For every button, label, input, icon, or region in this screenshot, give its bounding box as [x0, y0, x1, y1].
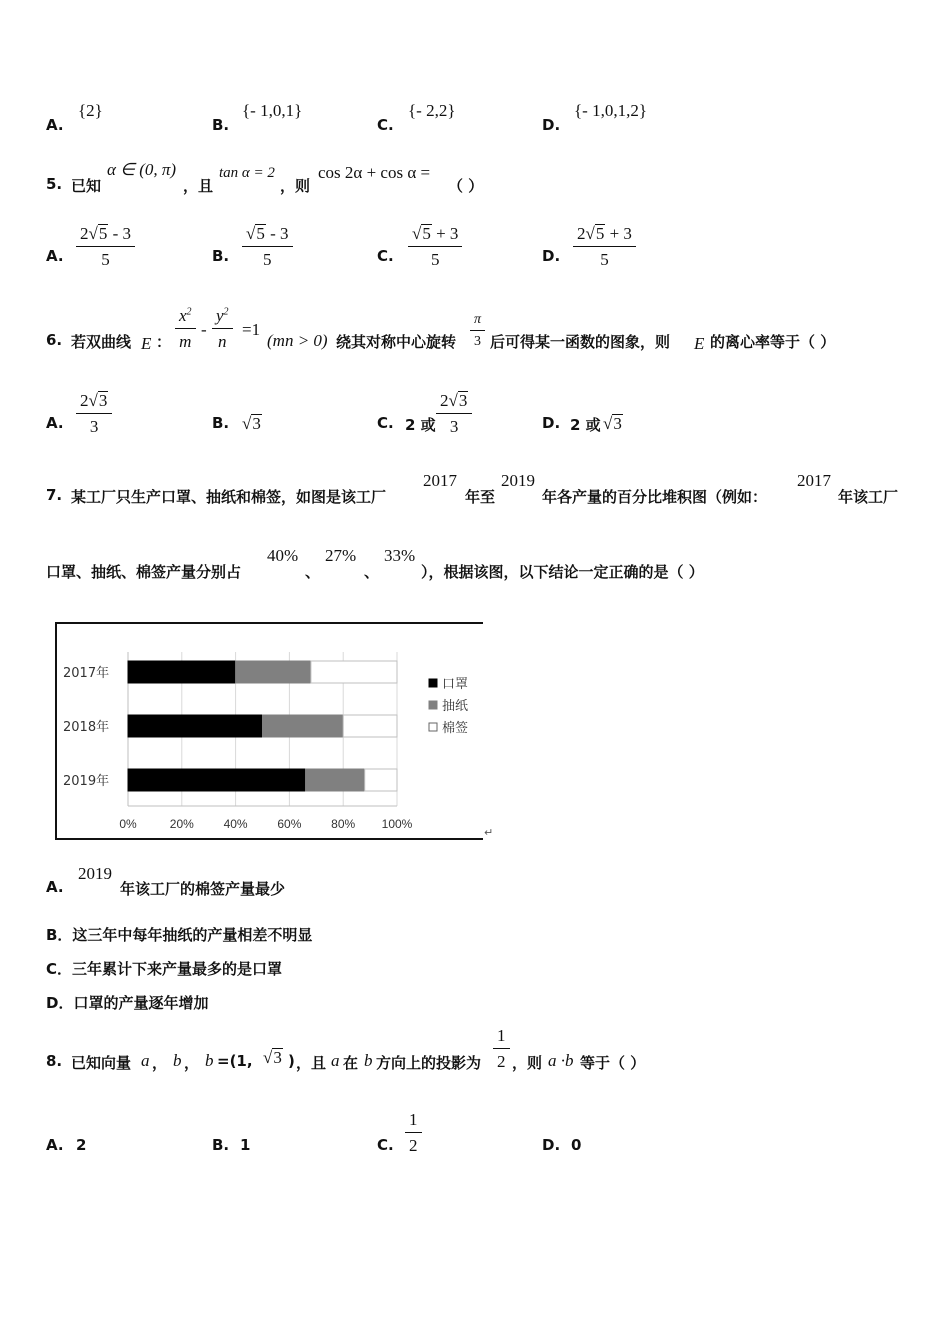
legend-swatch-棉签: [429, 723, 437, 731]
q8-sqrt3: √3: [263, 1048, 282, 1067]
q8-half: $\frac{1}{2}$: [493, 1026, 510, 1072]
q5-text-4: （ ）: [448, 177, 484, 195]
x-tick-label: 40%: [223, 817, 248, 831]
q7-text-2: 年至: [465, 488, 496, 506]
category-label: 2019年: [63, 774, 110, 789]
return-mark: ↵: [484, 826, 494, 839]
legend-label: 抽纸: [442, 699, 469, 714]
q5-tan: tan α = 2: [219, 165, 275, 181]
q7-percent-1: 40%: [267, 546, 299, 565]
q7-text-6: ），根据该图，以下结论一定正确的是（ ）: [421, 563, 704, 581]
q7-number: 7.: [46, 486, 63, 504]
q6-curve-e: E: [141, 334, 152, 353]
q7-option-a-year: 2019: [78, 864, 112, 883]
q7-option-d: D．口罩的产量逐年增加: [46, 994, 209, 1012]
bar-抽纸-2019年: [306, 769, 365, 791]
q7-text-5: 口罩、抽纸、棉签产量分别占: [46, 563, 242, 581]
q8-option-d-value: 0: [571, 1136, 582, 1154]
x-tick-label: 20%: [169, 817, 194, 831]
q8-number: 8.: [46, 1052, 63, 1070]
q6-curve-e-2: E: [694, 334, 705, 353]
q7-option-a-text: 年该工厂的棉签产量最少: [120, 880, 286, 898]
bar-棉签-2019年: [365, 769, 397, 791]
q7-sep-2: 、: [364, 563, 380, 581]
q5-text-1: 已知: [71, 177, 102, 195]
x-tick-label: 100%: [381, 817, 413, 831]
q6-text-1: 若双曲线: [71, 333, 132, 351]
stacked-bar-chart: [55, 622, 483, 840]
q6-option-c-fraction: $\frac{2√3}{3}$: [436, 391, 472, 437]
q4-option-b-label: B.: [212, 116, 230, 134]
q8-text-1: 已知向量: [71, 1054, 132, 1072]
q7-year-2017: 2017: [423, 471, 457, 490]
q8-option-c-label: C.: [377, 1136, 394, 1154]
q8-vector-b: b: [173, 1051, 182, 1070]
q8-text-4: 方向上的投影为: [376, 1054, 482, 1072]
q5-option-d-fraction: $\frac{2√5 + 3}{5}$: [573, 224, 636, 270]
q7-sep-1: 、: [305, 563, 321, 581]
q6-x2-over-m: $\frac{x^2}{m}$: [175, 306, 196, 352]
bar-抽纸-2017年: [236, 661, 311, 683]
q5-expression: cos 2α + cos α =: [318, 163, 431, 182]
category-label: 2018年: [63, 720, 110, 735]
q8-vector-a: a: [141, 1051, 150, 1070]
q7-text-3: 年各产量的百分比堆积图（例如：: [542, 488, 768, 506]
x-tick-label: 0%: [119, 817, 137, 831]
legend-swatch-口罩: [429, 679, 437, 687]
q8-text-6: 等于（ ）: [580, 1054, 646, 1072]
q8-option-d-label: D.: [542, 1136, 561, 1154]
q5-option-d-label: D.: [542, 247, 561, 265]
q7-option-a-label: A.: [46, 878, 64, 896]
q8-comma-1: ，: [152, 1054, 168, 1072]
q8-vector-b-2: b: [205, 1051, 214, 1070]
q6-pi-over-3: $\frac{\pi}{3}$: [470, 312, 485, 350]
q6-text-4: 的离心率等于（ ）: [710, 333, 836, 351]
q8-equals: =(1,: [217, 1052, 253, 1070]
q7-text-1: 某工厂只生产口罩、抽纸和棉签，如图是该工厂: [71, 488, 387, 506]
q6-colon: ：: [156, 333, 172, 351]
q8-text-2: ，且: [296, 1054, 327, 1072]
q7-percent-2: 27%: [325, 546, 357, 565]
q6-option-d-label: D.: [542, 414, 561, 432]
q7-option-b: B．这三年中每年抽纸的产量相差不明显: [46, 926, 313, 944]
q5-option-a-fraction: $\frac{2√5 - 3}{5}$: [76, 224, 135, 270]
x-tick-label: 80%: [331, 817, 356, 831]
q4-option-c-label: C.: [377, 116, 394, 134]
q6-option-c-prefix: 2 或: [405, 416, 436, 434]
q5-number: 5.: [46, 175, 63, 193]
bar-棉签-2018年: [343, 715, 397, 737]
q6-y2-over-n: $\frac{y^2}{n}$: [212, 306, 233, 352]
q4-option-a-label: A.: [46, 116, 64, 134]
q7-text-4: 年该工厂: [838, 488, 899, 506]
q6-option-d-sqrt: √3: [603, 414, 622, 433]
bar-棉签-2017年: [311, 661, 397, 683]
q4-option-d-value: {- 1,0,1,2}: [574, 101, 647, 120]
bar-口罩-2018年: [128, 715, 263, 737]
q5-option-b-fraction: $\frac{√5 - 3}{5}$: [242, 224, 293, 270]
q4-option-d-label: D.: [542, 116, 561, 134]
chart-svg: [57, 624, 483, 838]
q4-option-c-value: {- 2,2}: [408, 101, 456, 120]
q8-option-b-label: B.: [212, 1136, 230, 1154]
q8-option-a-label: A.: [46, 1136, 64, 1154]
q6-condition: (mn > 0): [267, 331, 328, 350]
legend-swatch-抽纸: [429, 701, 437, 709]
q6-text-3: 后可得某一函数的图象，则: [490, 333, 671, 351]
q6-option-b-sqrt: √3: [242, 414, 261, 433]
q5-alpha-set: α ∈ (0, π): [107, 160, 177, 179]
q5-option-b-label: B.: [212, 247, 230, 265]
q8-option-b-value: 1: [240, 1136, 251, 1154]
q5-option-a-label: A.: [46, 247, 64, 265]
q5-option-c-label: C.: [377, 247, 394, 265]
legend-label: 棉签: [442, 721, 469, 736]
q6-option-d-prefix: 2 或: [570, 416, 601, 434]
q6-option-b-label: B.: [212, 414, 230, 432]
q6-minus: -: [201, 320, 207, 339]
q8-option-c-fraction: $\frac{1}{2}$: [405, 1110, 422, 1156]
bar-抽纸-2018年: [263, 715, 344, 737]
x-tick-label: 60%: [277, 817, 302, 831]
q6-number: 6.: [46, 331, 63, 349]
legend-label: 口罩: [442, 677, 469, 692]
q8-close-paren: ): [288, 1052, 295, 1070]
bar-口罩-2017年: [128, 661, 236, 683]
q6-option-a-label: A.: [46, 414, 64, 432]
q6-equals-one: =1: [242, 320, 261, 339]
q6-option-a-fraction: $\frac{2√3}{3}$: [76, 391, 112, 437]
q7-option-c: C．三年累计下来产量最多的是口罩: [46, 960, 283, 978]
bar-口罩-2019年: [128, 769, 306, 791]
q7-year-2017-b: 2017: [797, 471, 831, 490]
q6-text-2: 绕其对称中心旋转: [336, 333, 457, 351]
q8-vector-a-2: a: [331, 1051, 340, 1070]
q5-text-2: ，且: [183, 177, 214, 195]
q8-vector-b-3: b: [364, 1051, 373, 1070]
q4-option-b-value: {- 1,0,1}: [242, 101, 303, 120]
q8-text-3: 在: [343, 1054, 359, 1072]
q4-option-a-value: {2}: [78, 101, 103, 120]
q5-text-3: ，则: [280, 177, 311, 195]
q8-comma-2: ，: [184, 1054, 200, 1072]
q7-year-2019: 2019: [501, 471, 535, 490]
q8-option-a-value: 2: [76, 1136, 87, 1154]
q5-option-c-fraction: $\frac{√5 + 3}{5}$: [408, 224, 462, 270]
q8-text-5: ，则: [512, 1054, 543, 1072]
q7-percent-3: 33%: [384, 546, 416, 565]
q8-dot-product: a ·b: [548, 1051, 574, 1070]
q6-option-c-label: C.: [377, 414, 394, 432]
category-label: 2017年: [63, 666, 110, 681]
